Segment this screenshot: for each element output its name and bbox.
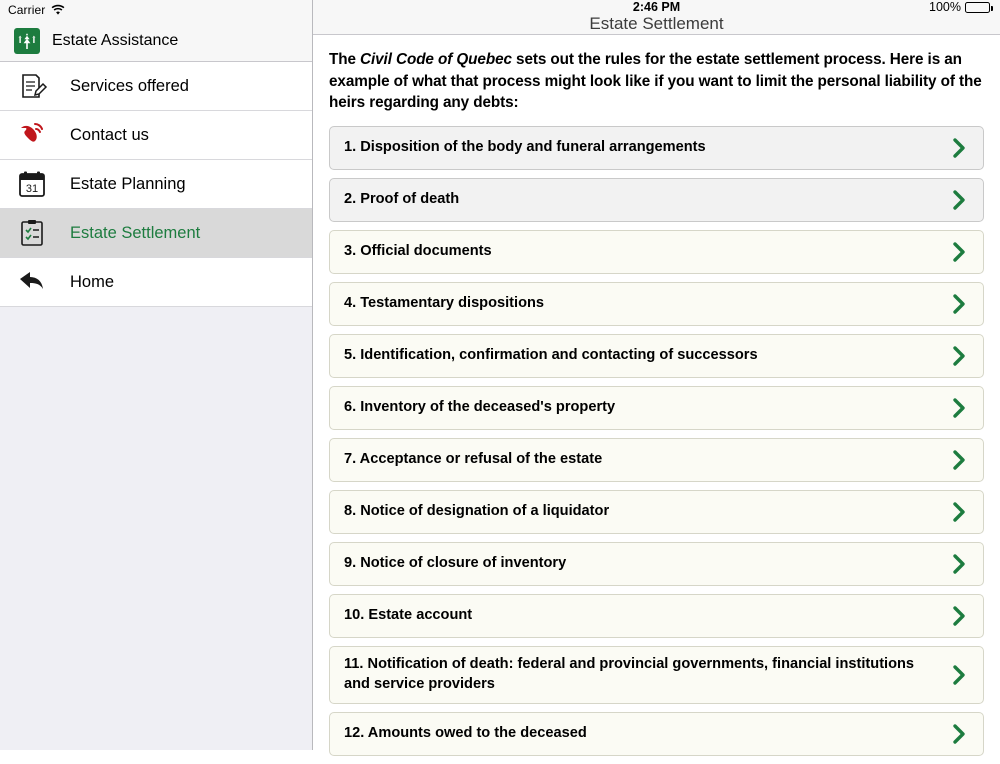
chevron-right-icon <box>949 137 969 159</box>
chevron-right-icon <box>949 723 969 745</box>
nav-bar <box>313 14 1000 35</box>
intro-suffix: sets out the rules for the estate settlement process. Here is an example of what that process might look like if you want to limit the personal liability of the heirs regarding any debts: <box>329 51 982 112</box>
content-scroll-area[interactable] <box>313 35 1000 764</box>
intro-paragraph <box>329 49 984 114</box>
step-label: 4. Testamentary dispositions <box>344 295 545 312</box>
status-clock: 2:46 PM <box>632 0 681 14</box>
step-item[interactable] <box>329 282 984 326</box>
step-item[interactable] <box>329 490 984 534</box>
sidebar-item-label: Services offered <box>70 76 189 95</box>
wifi-icon <box>51 5 65 16</box>
sidebar <box>0 0 313 750</box>
step-label: 6. Inventory of the deceased's property <box>344 399 616 416</box>
sidebar-item-home[interactable] <box>0 258 312 307</box>
sidebar-item-services-offered[interactable] <box>0 62 312 111</box>
sidebar-item-label: Home <box>70 272 115 291</box>
step-item[interactable] <box>329 542 984 586</box>
chevron-right-icon <box>949 397 969 419</box>
step-label: 1. Disposition of the body and funeral arrangements <box>344 139 706 156</box>
step-item[interactable] <box>329 126 984 170</box>
tree-logo-icon <box>14 28 40 54</box>
step-label: 10. Estate account <box>344 607 473 624</box>
carrier-label: Carrier <box>8 3 46 17</box>
sidebar-filler <box>0 307 312 750</box>
main-panel <box>313 0 1000 750</box>
intro-italic-citation: Civil Code of Quebec <box>360 51 512 68</box>
step-item[interactable] <box>329 646 984 703</box>
step-item[interactable] <box>329 334 984 378</box>
step-label: 2. Proof of death <box>344 191 460 208</box>
battery-percent-label: 100% <box>929 0 961 14</box>
step-label: 5. Identification, confirmation and contacting of successors <box>344 347 758 364</box>
sidebar-item-label: Estate Settlement <box>70 223 201 242</box>
step-item[interactable] <box>329 438 984 482</box>
step-label: 11. Notification of death: federal and provincial governments, financial institutions and service providers <box>344 656 915 692</box>
app-title: Estate Assistance <box>52 31 179 49</box>
sidebar-item-label: Contact us <box>70 125 149 144</box>
step-item[interactable] <box>329 712 984 756</box>
sidebar-status-bar <box>0 0 312 20</box>
chevron-right-icon <box>949 189 969 211</box>
battery-indicator <box>929 0 990 14</box>
sidebar-item-contact-us[interactable] <box>0 111 312 160</box>
phone-ring-icon <box>14 118 50 152</box>
sidebar-menu <box>0 62 312 307</box>
chevron-right-icon <box>949 345 969 367</box>
step-item[interactable] <box>329 594 984 638</box>
sidebar-item-label: Estate Planning <box>70 174 186 193</box>
step-label: 8. Notice of designation of a liquidator <box>344 503 610 520</box>
chevron-right-icon <box>949 605 969 627</box>
step-label: 7. Acceptance or refusal of the estate <box>344 451 603 468</box>
chevron-right-icon <box>949 241 969 263</box>
step-item[interactable] <box>329 386 984 430</box>
back-arrow-icon <box>14 265 50 299</box>
calendar-31-icon <box>14 167 50 201</box>
svg-text:31: 31 <box>25 183 39 195</box>
chevron-right-icon <box>949 293 969 315</box>
page-title: Estate Settlement <box>589 14 724 33</box>
sidebar-item-estate-planning[interactable] <box>0 160 312 209</box>
intro-prefix: The <box>329 51 361 68</box>
sidebar-header <box>0 20 312 62</box>
battery-icon <box>965 2 990 13</box>
step-label: 12. Amounts owed to the deceased <box>344 724 587 741</box>
step-label: 9. Notice of closure of inventory <box>344 555 567 572</box>
step-item[interactable] <box>329 230 984 274</box>
step-item[interactable] <box>329 178 984 222</box>
sidebar-item-estate-settlement[interactable] <box>0 209 312 258</box>
chevron-right-icon <box>949 553 969 575</box>
checklist-icon <box>14 216 50 250</box>
main-status-bar <box>313 0 1000 14</box>
document-pencil-icon <box>14 69 50 103</box>
chevron-right-icon <box>949 449 969 471</box>
chevron-right-icon <box>949 664 969 686</box>
step-label: 3. Official documents <box>344 243 492 260</box>
chevron-right-icon <box>949 501 969 523</box>
